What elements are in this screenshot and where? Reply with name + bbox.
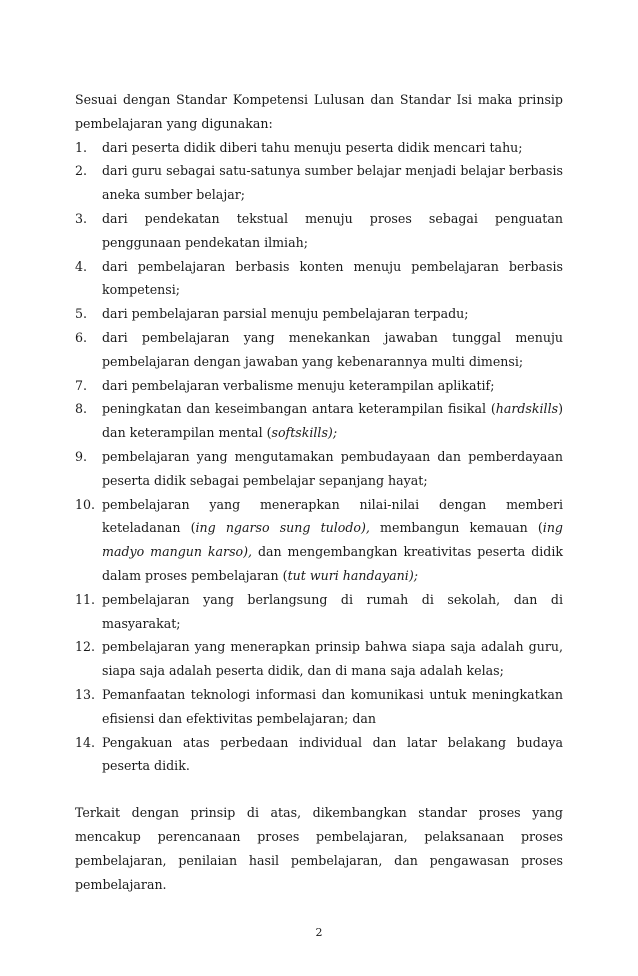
- text-run: ) dan keterampilan mental (: [102, 401, 563, 441]
- list-item-number: 11.: [75, 591, 96, 607]
- list-item-text: [102, 639, 563, 678]
- list-item: [75, 302, 563, 326]
- list-item: [75, 731, 563, 779]
- text-run: peningkatan dan keseimbangan antara keterampilan fisikal (: [102, 401, 496, 417]
- list-item-text: [102, 330, 563, 369]
- list-item-text: [102, 592, 563, 631]
- page-content: [75, 88, 563, 896]
- list-item: [75, 159, 563, 207]
- list-item-text: [102, 211, 563, 250]
- list-item: [75, 255, 563, 303]
- list-item-text: [102, 259, 563, 298]
- text-run: pembelajaran yang mengutamakan pembudayaan dan pemberdayaan peserta didik sebagai pembelajar sepanjang hayat;: [102, 448, 563, 488]
- list-item: [75, 136, 563, 160]
- text-run: Pengakuan atas perbedaan individual dan latar belakang budaya peserta didik.: [102, 734, 563, 774]
- list-item: [75, 493, 563, 588]
- italic-term: tut wuri handayani);: [287, 567, 418, 583]
- principles-list: [75, 136, 563, 779]
- list-item-number: 8.: [75, 401, 88, 417]
- list-item-number: 10.: [75, 496, 96, 512]
- text-run: dari pembelajaran parsial menuju pembelajaran terpadu;: [102, 306, 469, 322]
- list-item-text: [102, 497, 563, 583]
- list-item-number: 1.: [75, 139, 88, 155]
- list-item-number: 3.: [75, 210, 88, 226]
- list-item: [75, 635, 563, 683]
- list-item-text: [102, 401, 563, 440]
- list-item-text: [102, 449, 563, 488]
- list-item: [75, 588, 563, 636]
- text-run: dari pembelajaran berbasis konten menuju pembelajaran berbasis kompetensi;: [102, 258, 563, 298]
- list-item-text: [102, 687, 563, 726]
- italic-term: ing ngarso sung tulodo),: [195, 520, 370, 536]
- list-item-number: 4.: [75, 258, 88, 274]
- text-run: dari pembelajaran verbalisme menuju keterampilan aplikatif;: [102, 377, 495, 393]
- italic-term: hardskills: [495, 401, 559, 417]
- list-item-number: 2.: [75, 163, 88, 179]
- list-item-text: [102, 735, 563, 774]
- italic-term: ing madyo mangun karso),: [102, 520, 563, 560]
- page-number: 2: [315, 926, 323, 939]
- text-run: dari peserta didik diberi tahu menuju peserta didik mencari tahu;: [102, 139, 523, 155]
- text-run: dari guru sebagai satu-satunya sumber belajar menjadi belajar berbasis aneka sumber belajar;: [102, 163, 563, 203]
- list-item-number: 14.: [75, 734, 96, 750]
- text-run: dan mengembangkan kreativitas peserta didik dalam proses pembelajaran (: [102, 544, 563, 583]
- list-item-number: 6.: [75, 329, 88, 345]
- list-item: [75, 445, 563, 493]
- text-run: pembelajaran yang menerapkan nilai-nilai dengan memberi keteladanan (: [102, 496, 563, 536]
- list-item: [75, 397, 563, 445]
- list-item: [75, 326, 563, 374]
- text-run: dari pembelajaran yang menekankan jawaban tunggal menuju pembelajaran dengan jawaban yang kebenarannya multi dimensi;: [102, 329, 563, 369]
- italic-term: softskills);: [271, 425, 338, 441]
- list-item-number: 7.: [75, 377, 88, 393]
- text-run: Pemanfaatan teknologi informasi dan komunikasi untuk meningkatkan efisiensi dan efektivitas pembelajaran; dan: [102, 686, 563, 726]
- list-item-text: [102, 306, 469, 321]
- list-item: [75, 374, 563, 398]
- list-item-number: 5.: [75, 306, 88, 322]
- text-run: pembelajaran yang menerapkan prinsip bahwa siapa saja adalah guru, siapa saja adalah peserta didik, dan di mana saja adalah kelas;: [102, 639, 563, 679]
- list-item-text: [102, 378, 494, 393]
- intro-paragraph: Sesuai dengan Standar Kompetensi Lulusan dan Standar Isi maka prinsip pembelajaran yang digunakan:: [75, 92, 563, 131]
- list-item-number: 9.: [75, 448, 88, 464]
- text-run: membangun kemauan (: [369, 520, 543, 536]
- list-item-text: [102, 140, 523, 155]
- list-item: [75, 683, 563, 731]
- list-item-text: [102, 163, 563, 202]
- text-run: dari pendekatan tekstual menuju proses sebagai penguatan penggunaan pendekatan ilmiah;: [102, 210, 563, 250]
- list-item-number: 13.: [75, 686, 96, 702]
- closing-paragraph: Terkait dengan prinsip di atas, dikembangkan standar proses yang mencakup perencanaan proses pembelajaran, pelaksanaan proses pembelajaran, penilaian hasil pembelajaran, dan pengawasan proses pembelajaran.: [75, 805, 563, 892]
- list-item: [75, 207, 563, 255]
- list-item-number: 12.: [75, 639, 96, 655]
- text-run: pembelajaran yang berlangsung di rumah di sekolah, dan di masyarakat;: [102, 591, 563, 631]
